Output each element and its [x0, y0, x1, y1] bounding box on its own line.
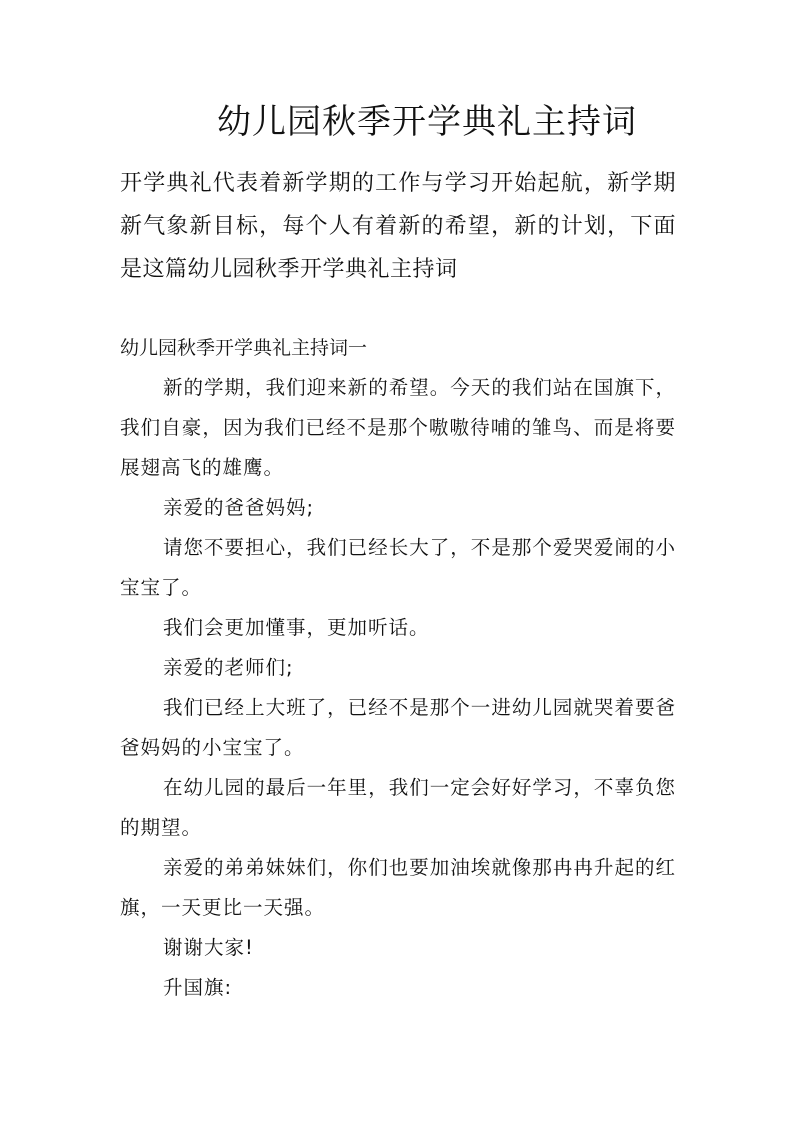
body-paragraph: 我们已经上大班了，已经不是那个一进幼儿园就哭着要爸爸妈妈的小宝宝了。 [120, 696, 676, 759]
body-paragraph: 在幼儿园的最后一年里，我们一定会好好学习，不辜负您的期望。 [120, 776, 676, 839]
body-paragraph: 亲爱的爸爸妈妈; [163, 496, 315, 519]
intro-paragraph: 开学典礼代表着新学期的工作与学习开始起航，新学期新气象新目标，每个人有着新的希望，新的计划，下面是这篇幼儿园秋季开学典礼主持词 [120, 171, 676, 282]
body-paragraph: 亲爱的弟弟妹妹们，你们也要加油埃就像那冉冉升起的红旗，一天更比一天强。 [120, 856, 676, 919]
body-paragraph: 亲爱的老师们; [163, 656, 294, 679]
document-title: 幼儿园秋季开学典礼主持词 [217, 102, 637, 142]
body-paragraph: 新的学期，我们迎来新的希望。今天的我们站在国旗下，我们自豪，因为我们已经不是那个嗷嗷待哺的雏鸟、而是将要展翅高飞的雄鹰。 [120, 376, 676, 479]
body-paragraph: 请您不要担心，我们已经长大了，不是那个爱哭爱闹的小宝宝了。 [120, 536, 676, 599]
body-paragraph: 谢谢大家! [163, 936, 254, 959]
section-title: 幼儿园秋季开学典礼主持词一 [120, 337, 368, 359]
section-body [120, 328, 676, 1008]
body-paragraph: 升国旗: [163, 976, 233, 999]
body-paragraph: 我们会更加懂事，更加听话。 [163, 616, 430, 639]
